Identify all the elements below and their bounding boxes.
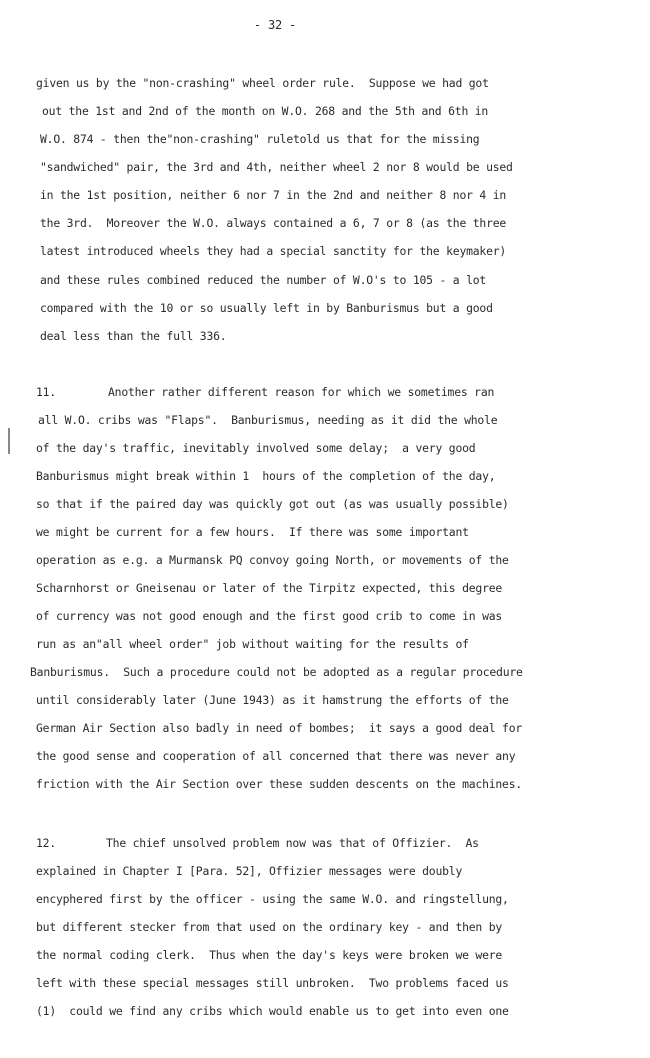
text-line: run as an"all wheel order" job without waiting for the results of: [36, 637, 469, 651]
text-line: until considerably later (June 1943) as it hamstrung the efforts of the: [36, 693, 509, 707]
page-number: - 32 -: [253, 18, 297, 32]
text-line: encyphered first by the officer - using the same W.O. and ringstellung,: [36, 892, 509, 906]
text-line: Banburismus might break within 1 hours of the completion of the day,: [36, 469, 496, 483]
text-line: operation as e.g. a Murmansk PQ convoy going North, or movements of the: [36, 553, 509, 567]
text-line: The chief unsolved problem now was that of Offizier. As: [106, 836, 479, 850]
text-line: the normal coding clerk. Thus when the day's keys were broken we were: [36, 948, 503, 962]
text-line: of currency was not good enough and the first good crib to come in was: [36, 609, 503, 623]
text-line: W.O. 874 - then the"non-crashing" ruletold us that for the missing: [40, 132, 480, 146]
text-line: "sandwiched" pair, the 3rd and 4th, neither wheel 2 nor 8 would be used: [40, 160, 513, 174]
text-line: friction with the Air Section over these sudden descents on the machines.: [36, 777, 523, 791]
text-line: but different stecker from that used on the ordinary key - and then by: [36, 920, 503, 934]
text-line: deal less than the full 336.: [40, 329, 227, 343]
text-line: we might be current for a few hours. If there was some important: [36, 525, 469, 539]
text-line: German Air Section also badly in need of bombes; it says a good deal for: [36, 721, 523, 735]
text-line: Another rather different reason for which we sometimes ran: [108, 385, 495, 399]
text-line: latest introduced wheels they had a special sanctity for the keymaker): [40, 244, 507, 258]
paragraph-number: 12.: [36, 836, 56, 850]
text-line: given us by the "non-crashing" wheel order rule. Suppose we had got: [36, 76, 489, 90]
text-line: compared with the 10 or so usually left in by Banburismus but a good: [40, 301, 493, 315]
text-line: (1) could we find any cribs which would enable us to get into even one: [36, 1004, 509, 1018]
margin-mark: [8, 428, 10, 454]
text-line: of the day's traffic, inevitably involved some delay; a very good: [36, 441, 476, 455]
text-line: and these rules combined reduced the number of W.O's to 105 - a lot: [40, 273, 487, 287]
text-line: Scharnhorst or Gneisenau or later of the Tirpitz expected, this degree: [36, 581, 503, 595]
text-line: the good sense and cooperation of all concerned that there was never any: [36, 749, 516, 763]
text-line: so that if the paired day was quickly got out (as was usually possible): [36, 497, 509, 511]
text-line: all W.O. cribs was "Flaps". Banburismus, needing as it did the whole: [38, 413, 498, 427]
text-line: the 3rd. Moreover the W.O. always contained a 6, 7 or 8 (as the three: [40, 216, 507, 230]
text-line: explained in Chapter I [Para. 52], Offizier messages were doubly: [36, 864, 463, 878]
text-line: in the 1st position, neither 6 nor 7 in the 2nd and neither 8 nor 4 in: [40, 188, 507, 202]
paragraph-number: 11.: [36, 385, 56, 399]
text-line: out the 1st and 2nd of the month on W.O. 268 and the 5th and 6th in: [42, 104, 489, 118]
text-line: left with these special messages still unbroken. Two problems faced us: [36, 976, 509, 990]
text-line: Banburismus. Such a procedure could not be adopted as a regular procedure: [30, 665, 523, 679]
